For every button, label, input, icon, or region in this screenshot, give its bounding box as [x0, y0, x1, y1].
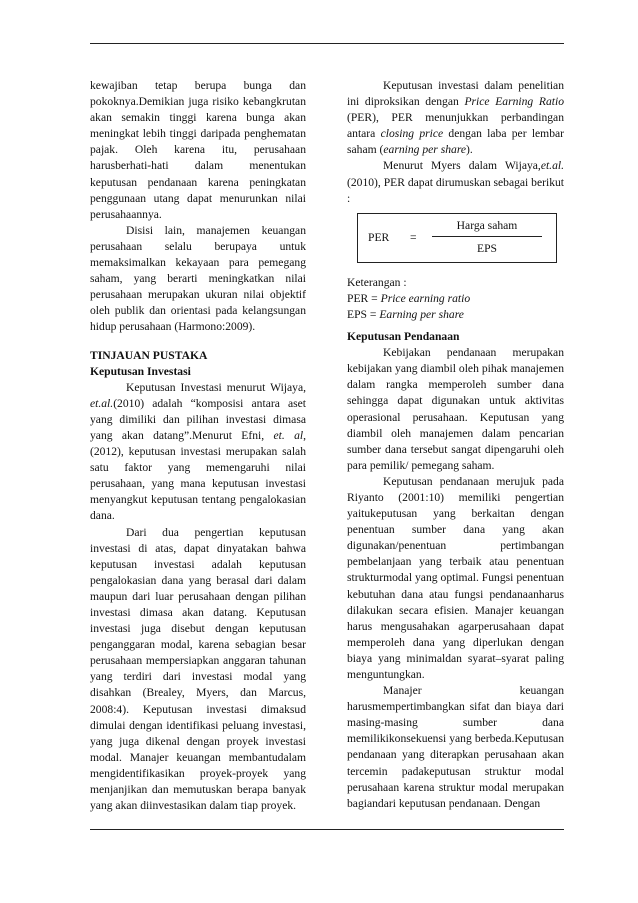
subsection-heading-keputusan-investasi: Keputusan Investasi: [90, 364, 191, 378]
left-paragraph-3: Keputusan Investasi menurut Wijaya, et.al.(2010) adalah “komposisi antara aset yang dimiliki dan pilihan investasi dimasa yang akan datang”.Menurut Efni, et. al, (2012), keputusan investasi merupakan salah satu faktor yang memengaruhi nilai perusahaan, yang mana keputusan investasi menyangkut keputusan tentang pengalokasian dana.: [90, 380, 307, 523]
formula-denominator: EPS: [477, 241, 497, 255]
left-paragraph-2: Disisi lain, manajemen keuangan perusahaan selalu berupaya untuk memaksimalkan kekayaan para pemegang saham, yang berarti meningkatkan nilai perusahaan merupakan ukuran nilai objektif oleh publik dan orientasi pada kelangsungan hidup perusahaan (Harmono:2009).: [90, 223, 306, 334]
footer-rule: [90, 829, 564, 830]
legend-per: PER = Price earning ratio: [347, 291, 471, 305]
right-paragraph-2: Menurut Myers dalam Wijaya,et.al. (2010), PER dapat dirumuskan sebagai berikut :: [347, 159, 565, 205]
right-column: [347, 78, 564, 812]
fraction-bar: [432, 236, 542, 237]
right-paragraph-3: Kebijakan pendanaan merupakan kebijakan yang diambil oleh pihak manajemen dalam rangka memperoleh sumber dana sehingga dapat digunakan untuk aktivitas operasional perusahaan. Keputusan yang diambil oleh manajemen dalam pencarian sumber dana tersebut sangat dipengaruhi oleh para pemilik/ pemegang saham.: [347, 346, 564, 472]
right-paragraph-1: Keputusan investasi dalam penelitian ini diproksikan dengan Price Earning Ratio (PER), PER menunjukkan perbandingan antara closing price dengan laba per lembar saham (earning per share).: [347, 79, 565, 157]
formula-lhs: PER: [368, 230, 390, 244]
left-column: [90, 78, 306, 814]
subsection-heading-keputusan-pendanaan: Keputusan Pendanaan: [347, 330, 460, 344]
right-paragraph-4: Keputusan pendanaan merujuk pada Riyanto (2001:10) memiliki pengertian yaitukeputusan yang berkaitan dengan penentuan sumber dana yang akan digunakan/penentuan pertimbangan pembelanjaan yang terbaik atau penentuan strukturmodal yang optimal. Fungsi penentuan kebutuhan dana atau fungsi pendanaanharus dilakukan secara efisien. Manajer keuangan harus mengusahakan agarperusahaan dapat memperoleh dana yang diperlukan dengan biaya yang minimaldan syarat–syarat paling menguntungkan.: [347, 474, 564, 681]
header-rule: [90, 43, 564, 44]
per-formula-box: [357, 213, 557, 263]
formula-numerator: Harga saham: [456, 218, 518, 232]
left-paragraph-1: kewajiban tetap berupa bunga dan pokoknya.Demikian juga risiko kebangkrutan akan semakin tinggi karena bunga akan meningkat lebih tinggi daripada penghematan pajak. Oleh karena itu, perusahaan harusberhati-hati dalam menentukan keputusan pendanaan karena peningkatan penggunaan utang dapat menurunkan nilai perusahaannya.: [90, 79, 306, 221]
formula-equals: =: [410, 230, 417, 244]
legend-eps: EPS = Earning per share: [347, 307, 464, 321]
section-heading-tinjauan-pustaka: TINJAUAN PUSTAKA: [90, 348, 208, 362]
left-paragraph-4: Dari dua pengertian keputusan investasi di atas, dapat dinyatakan bahwa keputusan investasi adalah keputusan pengalokasian dana yang berasal dari dalam maupun dari luar perusahaan dengan pilihan investasi dimasa akan datang. Keputusan investasi juga disebut dengan keputusan penganggaran modal, karena sebagian besar perusahaan mempersiapkan anggaran tahunan yang terdiri dari investasi modal yang disahkan (Brealey, Myers, dan Marcus, 2008:4). Keputusan investasi dimaksud dimulai dengan identifikasi peluang investasi, yang juga dikenal dengan proyek investasi modal. Manajer keuangan membantudalam mengidentifikasikan proyek-proyek yang menjanjikan dan memutuskan berapa banyak yang akan diinvestasikan dalam tiap proyek.: [90, 525, 306, 813]
legend-title: Keterangan :: [347, 275, 407, 289]
right-paragraph-5: Manajer keuangan harusmempertimbangkan sifat dan biaya dari masing-masing sumber dana memilikikonsekuensi yang berbeda.Keputusan pendanaan yang diterapkan perusahaan akan tercemin padakeputusan struktur modal perusahaan karena struktur modal merupakan bagiandari keputusan pendanaan. Dengan: [347, 684, 564, 810]
